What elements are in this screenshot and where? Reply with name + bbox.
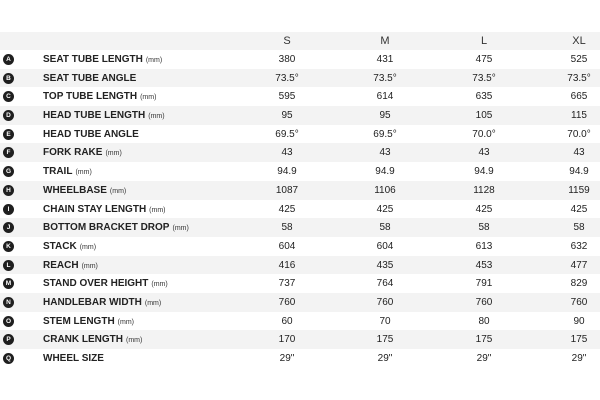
cell-size-xl: 43 (573, 147, 585, 159)
row-unit: (mm) (145, 57, 163, 64)
row-unit: (mm) (75, 169, 92, 177)
row-unit: (mm) (109, 187, 127, 195)
row-label (43, 222, 189, 233)
cell-size-m: 431 (376, 54, 394, 65)
cell-size-m: 43 (379, 147, 391, 159)
row-letter-badge: I (3, 204, 14, 215)
cell-size-xl: 58 (573, 222, 585, 234)
cell-size-l: 58 (478, 222, 490, 234)
cell-size-xl: 525 (570, 54, 588, 65)
row-label-text: CRANK LENGTH (43, 334, 123, 346)
cell-size-xl: 760 (570, 296, 588, 308)
cell-size-xl: 73.5° (567, 72, 591, 84)
cell-size-s: 69.5° (275, 128, 299, 140)
row-label-text: BOTTOM BRACKET DROP (43, 222, 170, 234)
table-row (0, 162, 600, 181)
table-row (0, 293, 600, 312)
row-label-text: TRAIL (43, 166, 73, 178)
cell-size-s: 595 (278, 91, 296, 103)
row-letter-badge: A (3, 54, 14, 65)
cell-size-m: 760 (376, 296, 394, 308)
cell-size-m: 614 (376, 91, 394, 103)
cell-size-m: 435 (376, 259, 394, 271)
cell-size-m: 94.9 (375, 166, 395, 178)
table-row (0, 237, 600, 256)
size-header-xl: XL (572, 35, 586, 47)
cell-size-xl: 29" (571, 353, 587, 364)
cell-size-xl: 1159 (568, 184, 590, 196)
geometry-rows (0, 50, 600, 368)
table-row (0, 274, 600, 293)
table-row (0, 125, 600, 144)
cell-size-m: 70 (379, 315, 391, 327)
cell-size-s: 416 (278, 259, 296, 271)
cell-size-s: 604 (278, 240, 296, 252)
row-letter-badge: D (3, 110, 14, 121)
cell-size-m: 1106 (374, 184, 396, 196)
cell-size-xl: 90 (573, 315, 585, 327)
row-label-text: HEAD TUBE LENGTH (43, 110, 146, 122)
row-label-text: STEM LENGTH (43, 315, 115, 327)
row-letter-badge: J (3, 222, 14, 233)
row-unit: (mm) (140, 94, 157, 102)
cell-size-s: 58 (281, 222, 293, 234)
cell-size-s: 73.5° (275, 72, 299, 84)
row-label-text: SEAT TUBE LENGTH (43, 54, 143, 65)
cell-size-l: 635 (475, 91, 493, 103)
row-letter-badge: N (3, 297, 14, 308)
table-row (0, 200, 600, 219)
row-label-text: STACK (43, 240, 77, 252)
table-row (0, 143, 600, 162)
cell-size-xl: 632 (570, 240, 588, 252)
cell-size-s: 1087 (275, 184, 299, 196)
row-label (43, 334, 142, 345)
row-label (43, 110, 165, 121)
cell-size-s: 737 (278, 278, 296, 290)
row-label (43, 353, 104, 364)
table-row (0, 106, 600, 125)
row-label (43, 166, 92, 177)
row-label (43, 54, 162, 65)
row-label-text: TOP TUBE LENGTH (43, 91, 138, 103)
cell-size-m: 175 (376, 334, 394, 346)
row-unit: (mm) (151, 281, 168, 289)
cell-size-l: 425 (475, 203, 493, 215)
row-label-text: SEAT TUBE ANGLE (43, 72, 137, 84)
cell-size-l: 175 (475, 334, 493, 346)
cell-size-l: 453 (475, 259, 493, 271)
cell-size-m: 29" (377, 353, 393, 364)
cell-size-s: 29" (279, 353, 295, 364)
table-row (0, 349, 600, 368)
cell-size-s: 60 (281, 315, 293, 327)
table-row (0, 87, 600, 106)
table-row (0, 218, 600, 237)
row-label-text: REACH (43, 259, 79, 271)
cell-size-s: 170 (278, 334, 296, 346)
size-header-row (0, 32, 600, 50)
cell-size-m: 764 (376, 278, 394, 290)
row-letter-badge: L (3, 260, 14, 271)
row-label (43, 73, 136, 84)
cell-size-m: 73.5° (373, 72, 397, 84)
row-unit: (mm) (172, 225, 189, 233)
cell-size-l: 791 (475, 278, 493, 290)
row-letter-badge: O (3, 316, 14, 327)
cell-size-l: 43 (478, 147, 490, 159)
cell-size-xl: 115 (571, 110, 587, 122)
cell-size-m: 95 (379, 110, 391, 122)
cell-size-l: 73.5° (472, 72, 496, 84)
cell-size-s: 95 (281, 110, 293, 122)
row-unit: (mm) (79, 243, 97, 251)
cell-size-s: 760 (278, 296, 296, 308)
cell-size-l: 80 (478, 315, 490, 327)
row-label (43, 91, 156, 102)
row-label (43, 185, 126, 196)
row-letter-badge: B (3, 73, 14, 84)
table-row (0, 312, 600, 331)
cell-size-s: 43 (281, 147, 293, 159)
cell-size-l: 1128 (473, 184, 495, 196)
row-label-text: WHEEL SIZE (43, 353, 104, 364)
row-label-text: CHAIN STAY LENGTH (43, 203, 147, 215)
row-unit: (mm) (144, 299, 162, 307)
row-letter-badge: E (3, 129, 14, 140)
cell-size-xl: 665 (570, 91, 588, 103)
table-row (0, 256, 600, 275)
cell-size-s: 380 (278, 54, 296, 65)
size-header-l: L (480, 35, 488, 47)
row-letter-badge: Q (3, 353, 14, 364)
row-label (43, 297, 161, 308)
geometry-table (0, 32, 600, 368)
cell-size-l: 760 (475, 296, 493, 308)
row-label (43, 241, 96, 252)
cell-size-l: 613 (475, 240, 493, 252)
row-label-text: FORK RAKE (43, 147, 103, 159)
cell-size-s: 425 (278, 203, 296, 215)
row-letter-badge: G (3, 166, 14, 177)
row-letter-badge: F (3, 147, 14, 158)
row-label (43, 278, 168, 289)
row-unit: (mm) (149, 206, 166, 214)
row-unit: (mm) (81, 262, 98, 270)
row-letter-badge: K (3, 241, 14, 252)
row-unit: (mm) (148, 113, 165, 121)
cell-size-xl: 175 (570, 334, 588, 346)
cell-size-xl: 829 (570, 278, 588, 290)
row-letter-badge: C (3, 91, 14, 102)
row-label (43, 204, 166, 215)
row-unit: (mm) (105, 150, 122, 158)
size-header-s: S (283, 35, 291, 47)
row-letter-badge: P (3, 334, 14, 345)
row-label-text: HEAD TUBE ANGLE (43, 128, 139, 140)
table-row (0, 50, 600, 69)
cell-size-l: 475 (475, 54, 493, 65)
cell-size-m: 425 (376, 203, 394, 215)
row-label (43, 316, 134, 327)
row-label-text: STAND OVER HEIGHT (43, 278, 149, 290)
cell-size-l: 29" (476, 353, 492, 364)
table-row (0, 69, 600, 88)
table-row (0, 181, 600, 200)
cell-size-l: 105 (475, 110, 493, 122)
table-row (0, 330, 600, 349)
row-letter-badge: M (3, 278, 14, 289)
row-label (43, 147, 122, 158)
row-label (43, 129, 139, 140)
size-header-m: M (380, 35, 390, 47)
row-label-text: HANDLEBAR WIDTH (43, 296, 142, 308)
row-unit: (mm) (126, 337, 143, 345)
cell-size-xl: 94.9 (569, 166, 589, 178)
cell-size-l: 70.0° (472, 128, 496, 140)
cell-size-xl: 70.0° (567, 128, 591, 140)
cell-size-xl: 425 (570, 203, 588, 215)
cell-size-l: 94.9 (474, 166, 494, 178)
cell-size-s: 94.9 (277, 166, 297, 178)
row-label (43, 260, 98, 271)
cell-size-m: 58 (379, 222, 391, 234)
row-letter-badge: H (3, 185, 14, 196)
cell-size-xl: 477 (570, 259, 588, 271)
cell-size-m: 604 (376, 240, 394, 252)
row-unit: (mm) (117, 318, 134, 326)
cell-size-m: 69.5° (373, 128, 397, 140)
row-label-text: WHEELBASE (43, 184, 107, 196)
